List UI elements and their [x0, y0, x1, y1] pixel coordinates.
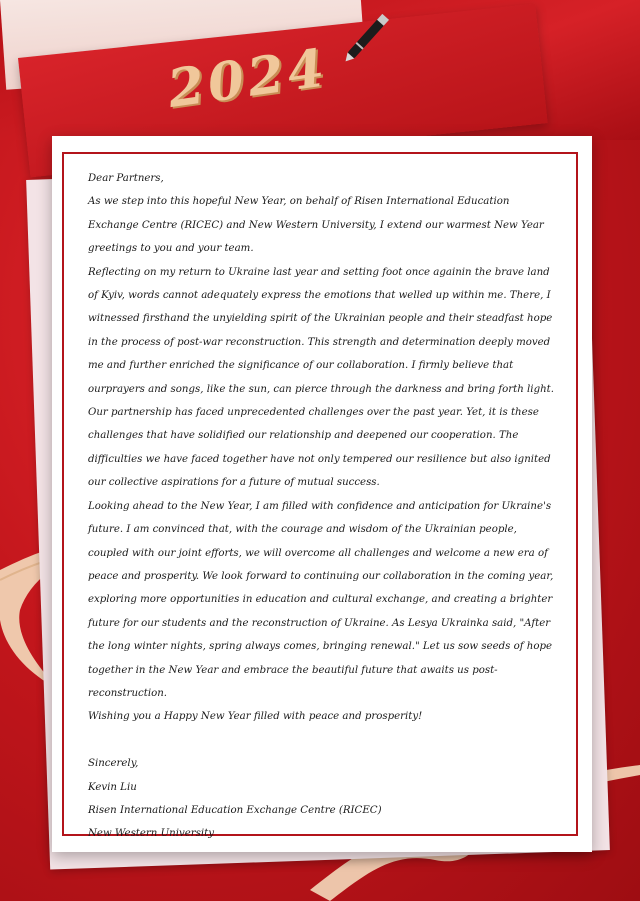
signature-name: Kevin Liu [88, 781, 137, 793]
signature-organization-2: New Western University [88, 828, 214, 840]
letter-paper [52, 136, 592, 852]
year-title: 2024 [164, 37, 332, 120]
fountain-pen-icon [330, 0, 410, 70]
letter-paragraph-2: Reflecting on my return to Ukraine last year and setting foot once againin the brave land of Kyiv, words cannot adequately express the emotions that welled up within me. There, I witnessed firsthand the unyielding spirit of the Ukrainian people and their steadfast hope in the process of post-war reconstruction. This strength and determination deeply moved me and further enriched the significance of our collaboration. I firmly believe that ourprayers and songs, like the sun, can pierce through the darkness and bring forth light. [88, 266, 554, 395]
letter-paragraph-3: Our partnership has faced unprecedented challenges over the past year. Yet, it is these challenges that have solidified our relationship and deepened our cooperation. The difficulties we have faced together have not only tempered our resilience but also ignited our collective aspirations for a future of mutual success. [88, 407, 551, 489]
letter-paragraph-5: Wishing you a Happy New Year filled with peace and prosperity! [88, 711, 423, 723]
letter-closing: Sincerely, [88, 758, 139, 770]
letter-body [88, 167, 558, 846]
signature-organization-1: Risen International Education Exchange Centre (RICEC) [88, 804, 382, 816]
letter-greeting: Dear Partners, [88, 173, 164, 184]
letter-paragraph-4: Looking ahead to the New Year, I am filled with confidence and anticipation for Ukraine's future. I am convinced that, with the courage and wisdom of the Ukrainian people, coupled with our joint efforts, we will overcome all challenges and welcome a new era of peace and prosperity. We look forward to continuing our collaboration in the coming year, exploring more opportunities in education and cultural exchange, and creating a brighter future for our students and the reconstruction of Ukraine. As Lesya Ukrainka said, "After the long winter nights, spring always comes, bringing renewal." Let us sow seeds of hope together in the New Year and embrace the beautiful future that awaits us post-reconstruction. [88, 500, 554, 699]
letter-paragraph-1: As we step into this hopeful New Year, on behalf of Risen International Education Exchange Centre (RICEC) and New Western University, I extend our warmest New Year greetings to you and your team. [88, 196, 544, 255]
